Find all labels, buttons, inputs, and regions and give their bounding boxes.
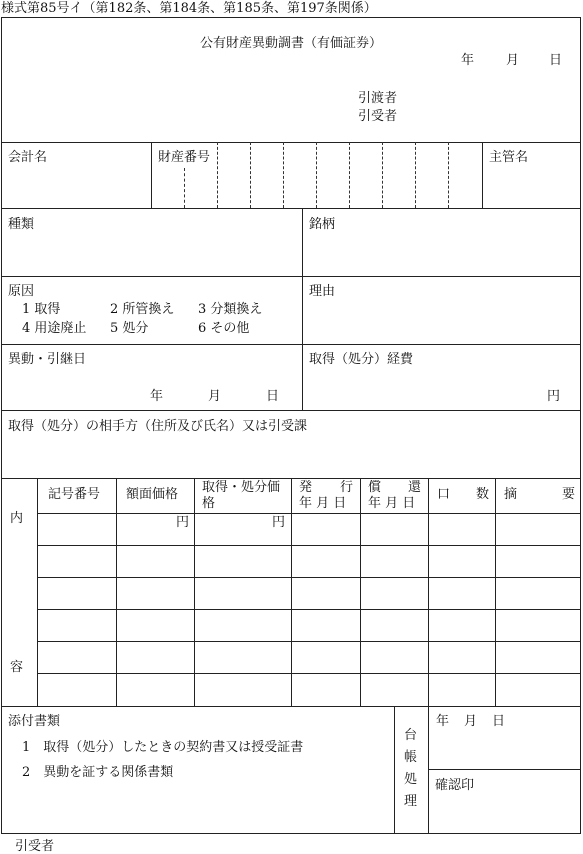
header-redeem-b: 還 — [408, 480, 422, 495]
cause-label: 原因 — [8, 284, 35, 299]
reason-label: 理由 — [309, 284, 336, 299]
transferee-label: 引受者 — [358, 109, 398, 124]
expense-label: 取得（処分）経費 — [309, 352, 414, 367]
header-issue-date: 年 月 日 — [299, 496, 347, 511]
account-name-label: 会計名 — [8, 150, 48, 165]
header-units-a: 口 — [437, 487, 451, 502]
change-date-label: 異動・引継日 — [8, 352, 87, 367]
cause-item: 6 その他 — [198, 321, 250, 336]
transferor-label: 引渡者 — [358, 91, 398, 106]
seal-label: 確認印 — [435, 778, 475, 793]
expense-yen: 円 — [547, 389, 561, 404]
side-label-top: 内 — [10, 511, 24, 526]
side-label-bottom: 容 — [10, 660, 24, 675]
cause-item: 3 分類換え — [198, 302, 263, 317]
property-number-label: 財産番号 — [158, 150, 211, 165]
cause-item: 1 取得 — [22, 302, 61, 317]
cause-item: 4 用途廃止 — [22, 321, 87, 336]
header-day: 日 — [549, 53, 563, 68]
header-remarks-a: 摘 — [504, 487, 518, 502]
brand-label: 銘柄 — [309, 217, 336, 232]
form-code: 様式第85号イ（第182条、第184条、第185条、第197条関係） — [1, 1, 377, 16]
header-symbol-number: 記号番号 — [48, 487, 101, 502]
header-year: 年 — [461, 53, 475, 68]
face-value-yen: 円 — [176, 515, 190, 530]
header-remarks-b: 要 — [562, 487, 576, 502]
attachment-item: 1 取得（処分）したときの契約書又は授受証書 — [22, 740, 304, 755]
ledger-label-1: 台 — [404, 728, 418, 743]
change-year: 年 — [150, 389, 164, 404]
header-acq-price-2: 格 — [202, 496, 216, 511]
type-label: 種類 — [8, 217, 35, 232]
header-acq-price: 取得・処分価 — [202, 480, 281, 495]
header-face-value: 額面価格 — [126, 487, 179, 502]
header-issue-a: 発 — [299, 480, 313, 495]
footer-transferee: 引受者 — [15, 839, 55, 854]
acq-price-yen: 円 — [272, 515, 286, 530]
header-units-b: 数 — [476, 487, 490, 502]
attachments-label: 添付書類 — [8, 714, 61, 729]
header-redeem-date: 年 月 日 — [368, 496, 416, 511]
header-issue-b: 行 — [340, 480, 354, 495]
header-redeem-a: 償 — [368, 480, 382, 495]
department-label: 主管名 — [489, 150, 529, 165]
ledger-day: 日 — [492, 714, 506, 729]
ledger-label-2: 帳 — [404, 750, 418, 765]
ledger-year: 年 — [436, 714, 450, 729]
ledger-label-4: 理 — [404, 794, 418, 809]
ledger-month: 月 — [464, 714, 478, 729]
change-month: 月 — [208, 389, 222, 404]
ledger-label-3: 処 — [404, 772, 418, 787]
header-month: 月 — [506, 53, 520, 68]
form-title: 公有財産異動調書（有価証券） — [200, 36, 383, 51]
cause-item: 2 所管換え — [110, 302, 175, 317]
attachment-item: 2 異動を証する関係書類 — [22, 765, 174, 780]
change-day: 日 — [266, 389, 280, 404]
counterparty-label: 取得（処分）の相手方（住所及び氏名）又は引受課 — [8, 419, 308, 434]
cause-item: 5 処分 — [110, 321, 149, 336]
